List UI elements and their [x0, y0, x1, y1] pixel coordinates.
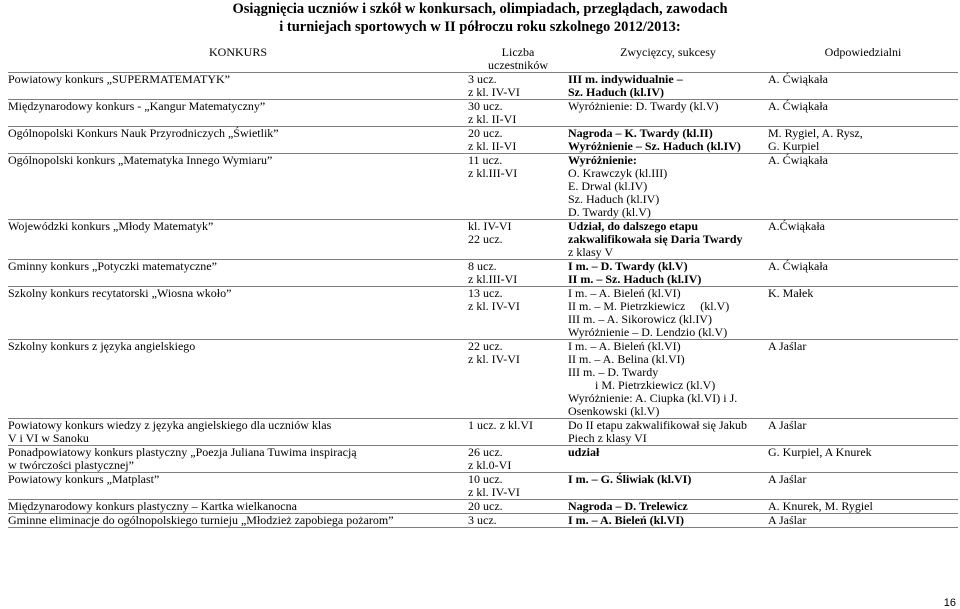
cell-odpowiedzialni: [768, 287, 958, 340]
cell-line: Udział, do dalszego etapu: [568, 219, 699, 233]
cell-line: Sz. Haduch (kl.IV): [568, 192, 660, 206]
cell-line: Osenkowski (kl.V): [568, 404, 660, 418]
cell-line: Powiatowy konkurs „Matplast”: [8, 472, 160, 486]
table-row: [8, 73, 958, 100]
cell-konkurs: [8, 220, 468, 260]
cell-liczba: [468, 340, 568, 419]
cell-line: A. Ćwiąkała: [768, 72, 828, 86]
header-odpowiedzialni: Odpowiedzialni: [824, 45, 902, 59]
cell-line: 20 ucz.: [468, 499, 503, 513]
cell-line: zakwalifikowała się Daria Twardy: [568, 232, 743, 246]
cell-zwyciezcy: [568, 260, 768, 287]
cell-line: 20 ucz.: [468, 126, 503, 140]
cell-zwyciezcy: [568, 154, 768, 220]
table-row: [8, 220, 958, 260]
table-row: [8, 473, 958, 500]
cell-line: Wyróżnienie:: [568, 153, 637, 167]
cell-line: I m. – A. Bieleń (kl.VI): [568, 339, 681, 353]
cell-odpowiedzialni: [768, 154, 958, 220]
cell-konkurs: [8, 446, 468, 473]
cell-line: Ponadpowiatowy konkurs plastyczny „Poezja Juliana Tuwima inspiracją: [8, 445, 357, 459]
cell-line: A.Ćwiąkała: [768, 219, 825, 233]
cell-line: Wyróżnienie – Sz. Haduch (kl.IV): [568, 139, 741, 153]
cell-liczba: [468, 419, 568, 446]
cell-line: I m. – G. Śliwiak (kl.VI): [568, 472, 692, 486]
cell-konkurs: [8, 514, 468, 528]
table-row: [8, 340, 958, 419]
cell-line: III m. – D. Twardy: [568, 365, 659, 379]
table-row: [8, 154, 958, 220]
cell-line: z kl. IV-VI: [468, 85, 520, 99]
header-konkurs: KONKURS: [208, 45, 267, 59]
title-line-2: i turniejach sportowych w II półroczu roku szkolnego 2012/2013:: [279, 19, 681, 35]
cell-line: II m. – Sz. Haduch (kl.IV): [568, 272, 702, 286]
cell-line: II m. – A. Belina (kl.VI): [568, 352, 685, 366]
cell-liczba: [468, 446, 568, 473]
cell-liczba: [468, 220, 568, 260]
cell-line: I m. – A. Bieleń (kl.VI): [568, 513, 685, 527]
cell-zwyciezcy: [568, 446, 768, 473]
table-row: [8, 100, 958, 127]
cell-line: 3 ucz.: [468, 513, 497, 527]
cell-line: udział: [568, 445, 600, 459]
cell-odpowiedzialni: [768, 446, 958, 473]
cell-zwyciezcy: [568, 73, 768, 100]
cell-line: z kl. II-VI: [468, 112, 517, 126]
table-header-row: [8, 46, 958, 73]
cell-line: w twórczości plastycznej”: [8, 458, 134, 472]
cell-liczba: [468, 500, 568, 514]
cell-line: Szkolny konkurs z języka angielskiego: [8, 339, 196, 353]
cell-line: I m. – D. Twardy (kl.V): [568, 259, 688, 273]
cell-line: 26 ucz.: [468, 445, 503, 459]
cell-line: A Jaślar: [768, 472, 807, 486]
cell-odpowiedzialni: [768, 514, 958, 528]
cell-line: z klasy V: [568, 245, 614, 259]
cell-line: Powiatowy konkurs „SUPERMATEMATYK”: [8, 72, 230, 86]
cell-zwyciezcy: [568, 220, 768, 260]
cell-line: A. Ćwiąkała: [768, 153, 828, 167]
cell-line: G. Kurpiel: [768, 139, 820, 153]
cell-liczba: [468, 514, 568, 528]
achievements-table: [8, 46, 958, 528]
table-row: [8, 260, 958, 287]
cell-odpowiedzialni: [768, 127, 958, 154]
cell-konkurs: [8, 260, 468, 287]
cell-zwyciezcy: [568, 287, 768, 340]
header-zwyciezcy: Zwycięzcy, sukcesy: [620, 45, 716, 59]
cell-line: 1 ucz. z kl.VI: [468, 418, 533, 432]
table-row: [8, 446, 958, 473]
cell-line: 22 ucz.: [468, 339, 503, 353]
cell-line: A Jaślar: [768, 339, 807, 353]
cell-line: 22 ucz.: [468, 232, 503, 246]
cell-liczba: [468, 127, 568, 154]
cell-line: Powiatowy konkurs wiedzy z języka angielskiego dla uczniów klas: [8, 418, 332, 432]
cell-line: A. Ćwiąkała: [768, 99, 828, 113]
title-line-1: Osiągnięcia uczniów i szkół w konkursach, olimpiadach, przeglądach, zawodach: [232, 1, 728, 17]
cell-konkurs: [8, 127, 468, 154]
cell-line: Wyróżnienie: D. Twardy (kl.V): [568, 99, 719, 113]
cell-line: z kl. IV-VI: [468, 485, 520, 499]
cell-line: Nagroda – D. Trelewicz: [568, 499, 688, 513]
cell-line: kl. IV-VI: [468, 219, 512, 233]
cell-odpowiedzialni: [768, 220, 958, 260]
cell-line: 8 ucz.: [468, 259, 497, 273]
cell-odpowiedzialni: [768, 473, 958, 500]
cell-zwyciezcy: [568, 514, 768, 528]
cell-line: i M. Pietrzkiewicz (kl.V): [568, 378, 716, 392]
cell-line: III m. indywidualnie –: [568, 72, 683, 86]
cell-liczba: [468, 287, 568, 340]
cell-line: z kl. IV-VI: [468, 352, 520, 366]
cell-konkurs: [8, 419, 468, 446]
cell-liczba: [468, 260, 568, 287]
cell-line: A. Ćwiąkała: [768, 259, 828, 273]
cell-konkurs: [8, 73, 468, 100]
cell-line: III m. – A. Sikorowicz (kl.IV): [568, 312, 712, 326]
cell-line: A. Knurek, M. Rygiel: [768, 499, 873, 513]
table-row: [8, 500, 958, 514]
cell-line: Wyróżnienie: A. Ciupka (kl.VI) i J.: [568, 391, 738, 405]
cell-line: z kl. II-VI: [468, 139, 517, 153]
cell-line: E. Drwal (kl.IV): [568, 179, 648, 193]
cell-line: 3 ucz.: [468, 72, 497, 86]
cell-zwyciezcy: [568, 500, 768, 514]
cell-zwyciezcy: [568, 100, 768, 127]
cell-odpowiedzialni: [768, 73, 958, 100]
cell-line: Do II etapu zakwalifikował się Jakub: [568, 418, 747, 432]
table-row: [8, 287, 958, 340]
cell-line: II m. – M. Pietrzkiewicz (kl.V): [568, 299, 730, 313]
cell-konkurs: [8, 500, 468, 514]
cell-line: 30 ucz.: [468, 99, 503, 113]
header-liczba: Liczba uczestników: [488, 45, 548, 72]
cell-line: Ogólnopolski Konkurs Nauk Przyrodniczych „Świetlik”: [8, 126, 279, 140]
cell-line: z kl.III-VI: [468, 272, 518, 286]
cell-zwyciezcy: [568, 473, 768, 500]
cell-line: V i VI w Sanoku: [8, 431, 89, 445]
cell-liczba: [468, 473, 568, 500]
cell-line: Wojewódzki konkurs „Młody Matematyk”: [8, 219, 214, 233]
cell-odpowiedzialni: [768, 260, 958, 287]
cell-line: z kl.III-VI: [468, 166, 518, 180]
cell-line: 11 ucz.: [468, 153, 503, 167]
cell-line: Wyróżnienie – D. Lendzio (kl.V): [568, 325, 728, 339]
cell-odpowiedzialni: [768, 340, 958, 419]
cell-konkurs: [8, 340, 468, 419]
cell-line: I m. – A. Bieleń (kl.VI): [568, 286, 681, 300]
cell-line: Międzynarodowy konkurs - „Kangur Matematyczny”: [8, 99, 266, 113]
cell-line: Sz. Haduch (kl.IV): [568, 85, 665, 99]
cell-konkurs: [8, 154, 468, 220]
cell-line: Gminny konkurs „Potyczki matematyczne”: [8, 259, 217, 273]
table-row: [8, 127, 958, 154]
cell-line: O. Krawczyk (kl.III): [568, 166, 668, 180]
cell-line: A Jaślar: [768, 418, 807, 432]
cell-konkurs: [8, 287, 468, 340]
cell-line: Szkolny konkurs recytatorski „Wiosna wkoło”: [8, 286, 232, 300]
cell-line: z kl. IV-VI: [468, 299, 520, 313]
cell-odpowiedzialni: [768, 100, 958, 127]
cell-line: Ogólnopolski konkurs „Matematyka Innego Wymiaru”: [8, 153, 273, 167]
page-number: 16: [943, 597, 956, 609]
cell-line: Międzynarodowy konkurs plastyczny – Kartka wielkanocna: [8, 499, 297, 513]
cell-line: M. Rygiel, A. Rysz,: [768, 126, 863, 140]
cell-zwyciezcy: [568, 127, 768, 154]
cell-zwyciezcy: [568, 419, 768, 446]
cell-zwyciezcy: [568, 340, 768, 419]
cell-line: z kl.0-VI: [468, 458, 512, 472]
cell-line: K. Małek: [768, 286, 814, 300]
cell-konkurs: [8, 100, 468, 127]
cell-line: Gminne eliminacje do ogólnopolskiego turnieju „Młodzież zapobiega pożarom”: [8, 513, 394, 527]
page-title: [0, 0, 960, 36]
table-row: [8, 514, 958, 528]
cell-liczba: [468, 154, 568, 220]
cell-line: 10 ucz.: [468, 472, 503, 486]
cell-line: G. Kurpiel, A Knurek: [768, 445, 872, 459]
cell-odpowiedzialni: [768, 500, 958, 514]
cell-line: Nagroda – K. Twardy (kl.II): [568, 126, 713, 140]
cell-line: A Jaślar: [768, 513, 807, 527]
cell-konkurs: [8, 473, 468, 500]
table-row: [8, 419, 958, 446]
cell-line: D. Twardy (kl.V): [568, 205, 651, 219]
cell-line: Piech z klasy VI: [568, 431, 647, 445]
cell-liczba: [468, 73, 568, 100]
cell-line: 13 ucz.: [468, 286, 503, 300]
cell-liczba: [468, 100, 568, 127]
cell-odpowiedzialni: [768, 419, 958, 446]
